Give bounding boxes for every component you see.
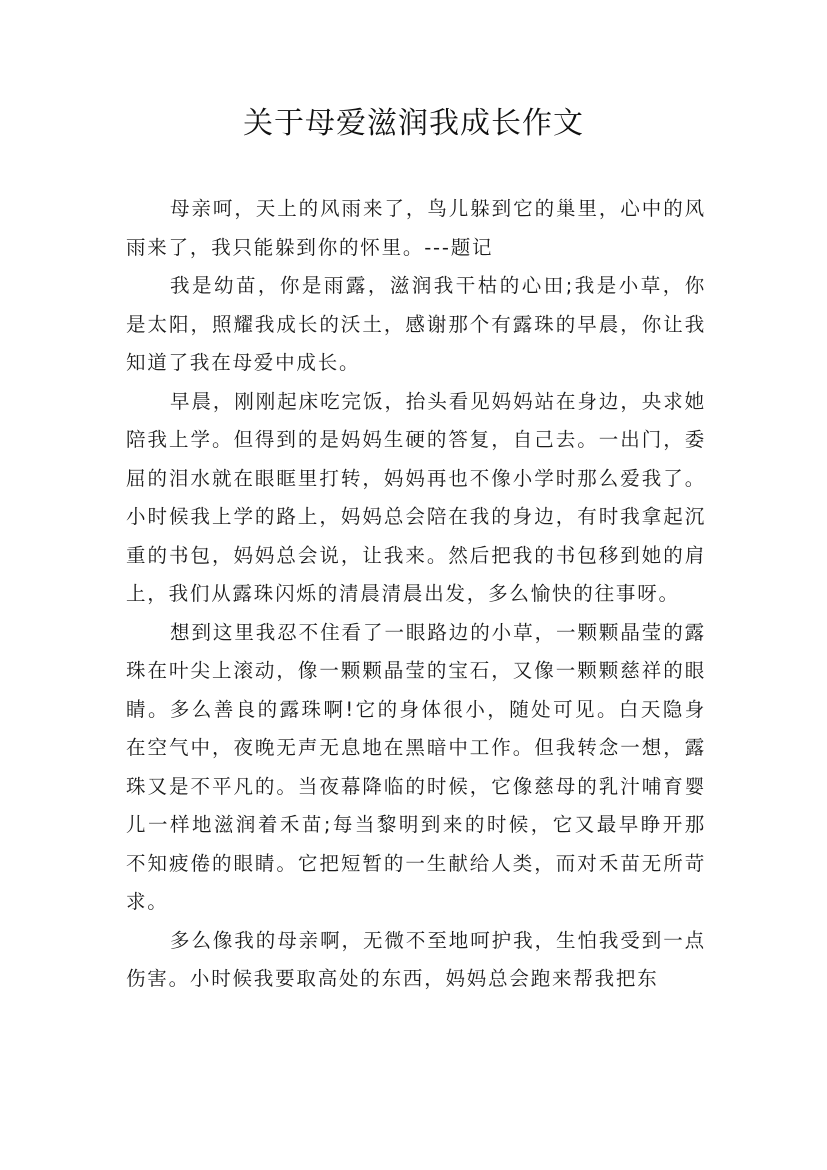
paragraph-mother: 多么像我的母亲啊，无微不至地呵护我，生怕我受到一点伤害。小时候我要取高处的东西，妈妈总会跑来帮我把东 — [126, 928, 706, 990]
paragraph-epigraph: 母亲呵，天上的风雨来了，鸟儿躲到它的巢里，心中的风雨来了，我只能躲到你的怀里。---题记 — [126, 197, 706, 259]
document-title: 关于母爱滋润我成长作文 — [243, 106, 584, 141]
paragraph-seedling: 我是幼苗，你是雨露，滋润我干枯的心田;我是小草，你是太阳，照耀我成长的沃土，感谢那个有露珠的早晨，你让我知道了我在母爱中成长。 — [126, 274, 706, 374]
paragraph-dewdrop: 想到这里我忍不住看了一眼路边的小草，一颗颗晶莹的露珠在叶尖上滚动，像一颗颗晶莹的宝石，又像一颗颗慈祥的眼睛。多么善良的露珠啊!它的身体很小，随处可见。白天隐身在空气中，夜晚无声无息地在黑暗中工作。但我转念一想，露珠又是不平凡的。当夜幕降临的时候，它像慈母的乳汁哺育婴儿一样地滋润着禾苗;每当黎明到来的时候，它又最早睁开那不知疲倦的眼睛。它把短暂的一生献给人类，而对禾苗无所苛求。 — [126, 620, 706, 913]
document-body — [126, 190, 706, 999]
paragraph-morning: 早晨，刚刚起床吃完饭，抬头看见妈妈站在身边，央求她陪我上学。但得到的是妈妈生硬的答复，自己去。一出门，委屈的泪水就在眼眶里打转，妈妈再也不像小学时那么爱我了。小时候我上学的路上，妈妈总会陪在我的身边，有时我拿起沉重的书包，妈妈总会说，让我来。然后把我的书包移到她的肩上，我们从露珠闪烁的清晨清晨出发，多么愉快的往事呀。 — [126, 389, 706, 605]
